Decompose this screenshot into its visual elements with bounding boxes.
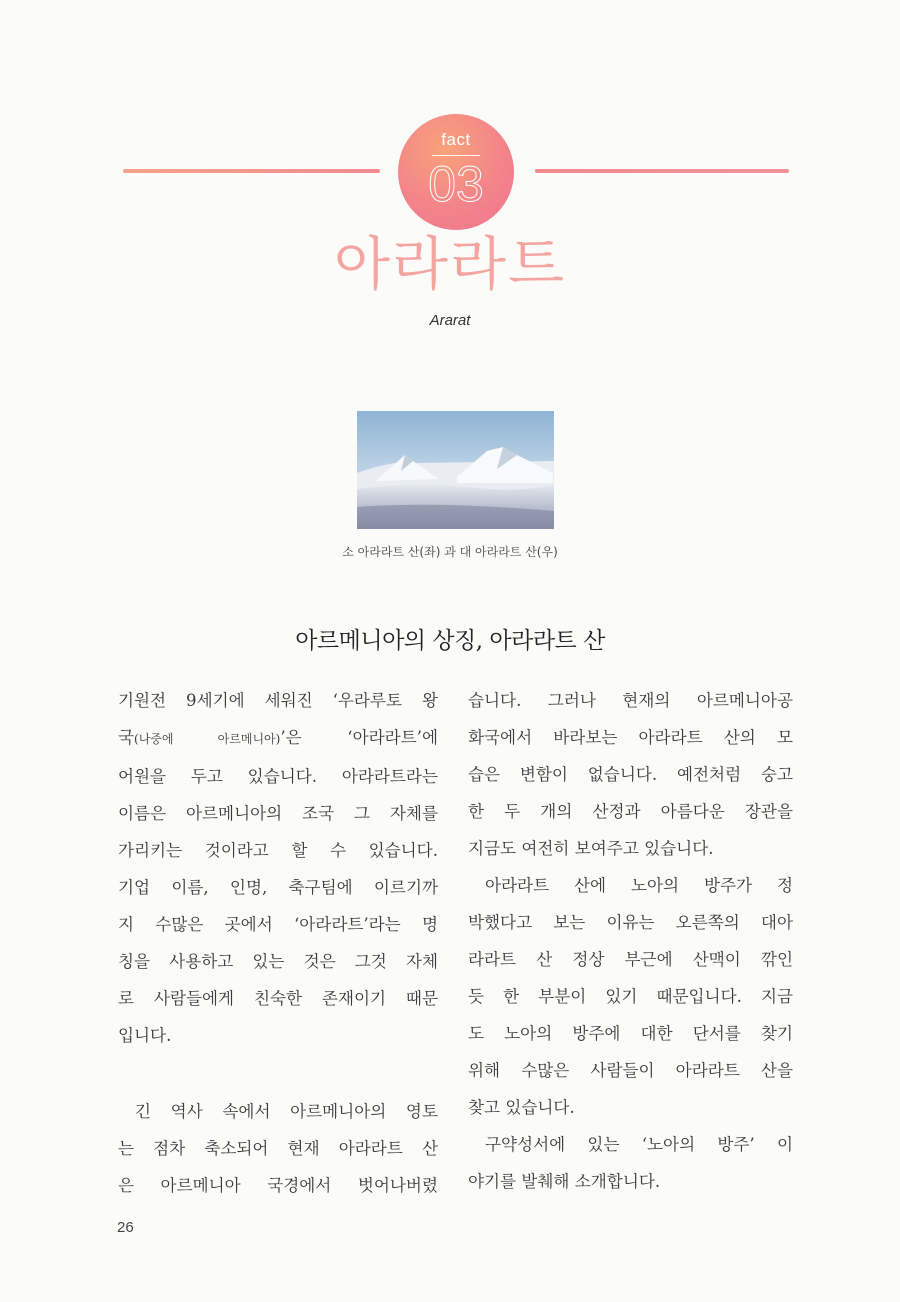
page-title: 아라라트	[333, 230, 567, 298]
body-line: 이름은 아르메니아의 조국 그 자체를	[118, 804, 438, 823]
body-line: 기원전 9세기에 세워진 ‘우라루토 왕	[118, 691, 438, 710]
body-line: 지금도 여전히 보여주고 있습니다.	[468, 839, 714, 858]
body-line: 는 점차 축소되어 현재 아라라트 산	[118, 1139, 438, 1158]
body-line: 기업 이름, 인명, 축구팀에 이르기까	[118, 878, 438, 897]
section-heading: 아르메니아의 상징, 아라라트 산	[295, 628, 605, 654]
header-rule-left	[123, 169, 380, 173]
fact-badge	[398, 114, 514, 230]
body-line: 은 아르메니아 국경에서 벗어나버렸	[118, 1176, 438, 1195]
body-column-left	[118, 682, 438, 1204]
body-line: 한 두 개의 산정과 아름다운 장관을	[468, 802, 793, 821]
body-line: 습은 변함이 없습니다. 예전처럼 숭고	[468, 765, 793, 784]
body-line: 지 수많은 곳에서 ‘아라라트’라는 명	[118, 915, 438, 934]
body-line: 구약성서에 있는 ‘노아의 방주’ 이	[485, 1135, 793, 1154]
body-line: 듯 한 부분이 있기 때문입니다. 지금	[468, 987, 793, 1006]
body-line: 긴 역사 속에서 아르메니아의 영토	[135, 1102, 438, 1121]
body-column-right	[468, 682, 793, 1200]
body-line: 찾고 있습니다.	[468, 1098, 575, 1117]
page-number: 26	[117, 1219, 134, 1236]
photo-caption: 소 아라라트 산(좌) 과 대 아라라트 산(우)	[342, 545, 558, 559]
body-line: 박했다고 보는 이유는 오른쪽의 대아	[468, 913, 793, 932]
body-line: 도 노아의 방주에 대한 단서를 찾기	[468, 1024, 793, 1043]
fact-number: 03	[428, 156, 484, 212]
page-subtitle: Ararat	[429, 312, 471, 329]
body-line: 야기를 발췌해 소개합니다.	[468, 1172, 661, 1191]
body-line: 어원을 두고 있습니다. 아라라트라는	[118, 767, 438, 786]
fact-label: fact	[441, 130, 471, 149]
body-line: 칭을 사용하고 있는 것은 그것 자체	[118, 952, 438, 971]
body-line: 습니다. 그러나 현재의 아르메니아공	[468, 691, 793, 710]
header-rule-right	[535, 169, 789, 173]
mountain-photo	[357, 411, 554, 529]
body-line: 입니다.	[118, 1026, 172, 1045]
body-line: 로 사람들에게 친숙한 존재이기 때문	[118, 989, 438, 1008]
body-line: 라라트 산 정상 부근에 산맥이 깎인	[468, 950, 793, 969]
body-line: 국(나중에 아르메니아)’은 ‘아라라트’에	[118, 728, 439, 747]
body-line: 화국에서 바라보는 아라라트 산의 모	[468, 728, 793, 747]
body-line: 가리키는 것이라고 할 수 있습니다.	[118, 841, 438, 860]
body-line: 아라라트 산에 노아의 방주가 정	[485, 876, 793, 895]
body-line: 위해 수많은 사람들이 아라라트 산을	[468, 1061, 793, 1080]
